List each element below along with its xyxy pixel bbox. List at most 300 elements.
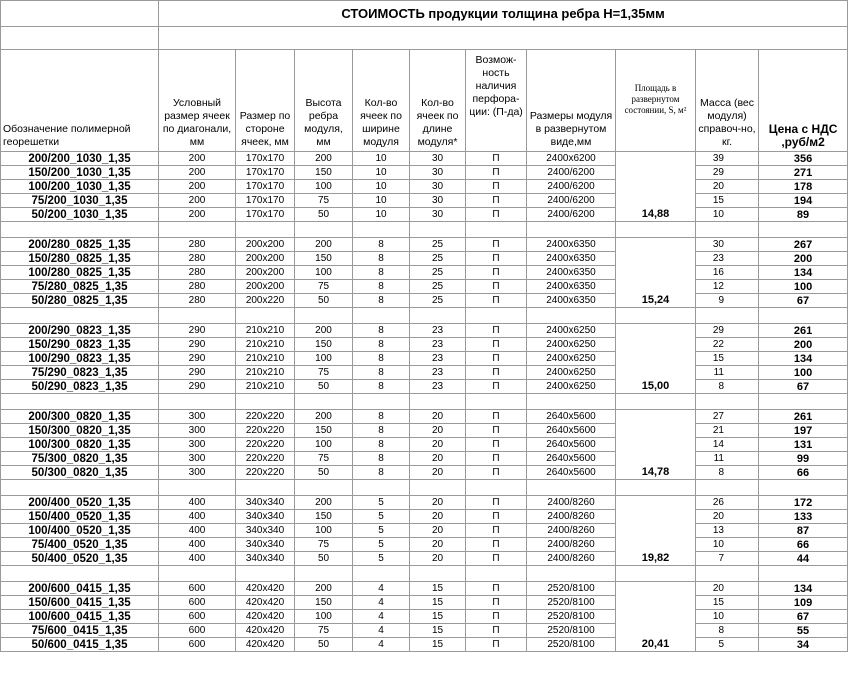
cell-name[interactable]: 75/400_0520_1,35 (1, 538, 159, 552)
cell-side[interactable]: 420x420 (236, 610, 295, 624)
cell-height[interactable]: 100 (295, 352, 353, 366)
cell-cells-length[interactable]: 20 (410, 552, 466, 566)
cell-height[interactable]: 150 (295, 166, 353, 180)
cell-price[interactable]: 67 (759, 610, 848, 624)
empty-cell[interactable] (696, 308, 759, 324)
cell-cells-width[interactable]: 8 (353, 452, 410, 466)
cell-perforation[interactable]: П (466, 338, 527, 352)
cell-perforation[interactable]: П (466, 610, 527, 624)
empty-cell[interactable] (295, 222, 353, 238)
cell-name[interactable]: 100/290_0823_1,35 (1, 352, 159, 366)
header-side[interactable]: Размер по стороне ячеек, мм (236, 50, 295, 152)
corner-cell[interactable] (1, 1, 159, 27)
header-name[interactable]: Обозначение полимерной георешетки (1, 50, 159, 152)
cell-cells-width[interactable]: 8 (353, 424, 410, 438)
cell-module-size[interactable]: 2400x6350 (527, 252, 616, 266)
cell-side[interactable]: 210x210 (236, 324, 295, 338)
cell-cells-width[interactable]: 5 (353, 524, 410, 538)
cell-price[interactable]: 34 (759, 638, 848, 652)
empty-cell[interactable] (1, 308, 159, 324)
cell-cells-width[interactable]: 4 (353, 596, 410, 610)
cell-cells-length[interactable]: 23 (410, 380, 466, 394)
empty-cell[interactable] (159, 394, 236, 410)
empty-cell[interactable] (295, 566, 353, 582)
cell-price[interactable]: 66 (759, 538, 848, 552)
cell-side[interactable]: 170x170 (236, 194, 295, 208)
cell-perforation[interactable]: П (466, 452, 527, 466)
cell-side[interactable]: 420x420 (236, 596, 295, 610)
cell-name[interactable]: 75/200_1030_1,35 (1, 194, 159, 208)
cell-cells-length[interactable]: 23 (410, 324, 466, 338)
cell-module-size[interactable]: 2400/8260 (527, 496, 616, 510)
header-price[interactable]: Цена с НДС ,руб/м2 (759, 50, 848, 152)
cell-perforation[interactable]: П (466, 252, 527, 266)
cell-price[interactable]: 99 (759, 452, 848, 466)
cell-name[interactable]: 150/400_0520_1,35 (1, 510, 159, 524)
cell-cells-width[interactable]: 10 (353, 152, 410, 166)
header-module-size[interactable]: Размеры модуля в развернутом виде,мм (527, 50, 616, 152)
cell-price[interactable]: 134 (759, 582, 848, 596)
cell-cells-length[interactable]: 15 (410, 582, 466, 596)
empty-cell[interactable] (527, 480, 616, 496)
cell-mass[interactable]: 14 (696, 438, 759, 452)
cell-price[interactable]: 172 (759, 496, 848, 510)
cell-diag[interactable]: 290 (159, 324, 236, 338)
cell-perforation[interactable]: П (466, 552, 527, 566)
cell-name[interactable]: 150/300_0820_1,35 (1, 424, 159, 438)
empty-cell[interactable] (353, 394, 410, 410)
cell-module-size[interactable]: 2640x5600 (527, 466, 616, 480)
cell-perforation[interactable]: П (466, 166, 527, 180)
cell-module-size[interactable]: 2640x5600 (527, 424, 616, 438)
cell-price[interactable]: 178 (759, 180, 848, 194)
cell-diag[interactable]: 300 (159, 410, 236, 424)
cell-cells-width[interactable]: 5 (353, 496, 410, 510)
cell-diag[interactable]: 300 (159, 452, 236, 466)
cell-price[interactable]: 100 (759, 366, 848, 380)
header-mass[interactable]: Масса (вес модуля) справоч-но, кг. (696, 50, 759, 152)
cell-name[interactable]: 200/290_0823_1,35 (1, 324, 159, 338)
cell-mass[interactable]: 27 (696, 410, 759, 424)
empty-cell[interactable] (527, 566, 616, 582)
cell-mass[interactable]: 11 (696, 366, 759, 380)
cell-cells-width[interactable]: 8 (353, 380, 410, 394)
cell-height[interactable]: 50 (295, 638, 353, 652)
cell-diag[interactable]: 280 (159, 280, 236, 294)
cell-module-size[interactable]: 2400/8260 (527, 552, 616, 566)
cell-cells-length[interactable]: 25 (410, 280, 466, 294)
cell-cells-length[interactable]: 30 (410, 194, 466, 208)
cell-diag[interactable]: 280 (159, 266, 236, 280)
cell-price[interactable]: 133 (759, 510, 848, 524)
cell-perforation[interactable]: П (466, 624, 527, 638)
cell-name[interactable]: 150/280_0825_1,35 (1, 252, 159, 266)
cell-perforation[interactable]: П (466, 538, 527, 552)
cell-perforation[interactable]: П (466, 280, 527, 294)
cell-cells-width[interactable]: 8 (353, 466, 410, 480)
cell-side[interactable]: 170x170 (236, 208, 295, 222)
cell-height[interactable]: 200 (295, 496, 353, 510)
cell-height[interactable]: 150 (295, 424, 353, 438)
cell-cells-length[interactable]: 25 (410, 252, 466, 266)
empty-cell[interactable] (236, 480, 295, 496)
header-area[interactable]: Площадь в развернутом состоянии, S, м² (616, 50, 696, 152)
cell-module-size[interactable]: 2400/8260 (527, 524, 616, 538)
cell-height[interactable]: 50 (295, 466, 353, 480)
cell-cells-length[interactable]: 30 (410, 180, 466, 194)
cell-height[interactable]: 50 (295, 380, 353, 394)
cell-price[interactable]: 267 (759, 238, 848, 252)
cell-cells-width[interactable]: 8 (353, 352, 410, 366)
empty-cell[interactable] (759, 480, 848, 496)
cell-diag[interactable]: 600 (159, 638, 236, 652)
cell-module-size[interactable]: 2400x6250 (527, 352, 616, 366)
cell-cells-length[interactable]: 23 (410, 352, 466, 366)
cell-perforation[interactable]: П (466, 208, 527, 222)
cell-side[interactable]: 220x220 (236, 452, 295, 466)
cell-diag[interactable]: 200 (159, 152, 236, 166)
cell-cells-width[interactable]: 8 (353, 280, 410, 294)
cell-cells-length[interactable]: 30 (410, 208, 466, 222)
cell-cells-length[interactable]: 25 (410, 294, 466, 308)
cell-perforation[interactable]: П (466, 596, 527, 610)
empty-cell[interactable] (527, 222, 616, 238)
cell-area[interactable] (616, 152, 696, 222)
cell-height[interactable]: 75 (295, 280, 353, 294)
cell-side[interactable]: 220x220 (236, 438, 295, 452)
cell-name[interactable]: 75/300_0820_1,35 (1, 452, 159, 466)
cell-name[interactable]: 100/400_0520_1,35 (1, 524, 159, 538)
empty-cell[interactable] (616, 566, 696, 582)
cell-perforation[interactable]: П (466, 366, 527, 380)
cell-cells-length[interactable]: 30 (410, 152, 466, 166)
empty-cell[interactable] (759, 308, 848, 324)
cell-height[interactable]: 150 (295, 596, 353, 610)
cell-mass[interactable]: 11 (696, 452, 759, 466)
cell-module-size[interactable]: 2400/6200 (527, 194, 616, 208)
cell-name[interactable]: 200/300_0820_1,35 (1, 410, 159, 424)
cell-height[interactable]: 75 (295, 194, 353, 208)
cell-module-size[interactable]: 2400x6350 (527, 280, 616, 294)
empty-cell[interactable] (759, 566, 848, 582)
cell-cells-length[interactable]: 15 (410, 624, 466, 638)
cell-cells-width[interactable]: 4 (353, 582, 410, 596)
cell-cells-width[interactable]: 4 (353, 624, 410, 638)
cell-name[interactable]: 200/280_0825_1,35 (1, 238, 159, 252)
cell-side[interactable]: 210x210 (236, 338, 295, 352)
cell-height[interactable]: 150 (295, 338, 353, 352)
cell-mass[interactable]: 15 (696, 596, 759, 610)
cell-mass[interactable]: 7 (696, 552, 759, 566)
cell-module-size[interactable]: 2400x6250 (527, 324, 616, 338)
cell-side[interactable]: 420x420 (236, 624, 295, 638)
cell-module-size[interactable]: 2520/8100 (527, 582, 616, 596)
cell-mass[interactable]: 15 (696, 352, 759, 366)
cell-name[interactable]: 200/600_0415_1,35 (1, 582, 159, 596)
cell-diag[interactable]: 300 (159, 424, 236, 438)
empty-cell[interactable] (696, 222, 759, 238)
cell-cells-width[interactable]: 10 (353, 208, 410, 222)
cell-mass[interactable]: 30 (696, 238, 759, 252)
cell-price[interactable]: 44 (759, 552, 848, 566)
cell-name[interactable]: 200/400_0520_1,35 (1, 496, 159, 510)
cell-perforation[interactable]: П (466, 466, 527, 480)
cell-cells-width[interactable]: 10 (353, 194, 410, 208)
cell-cells-length[interactable]: 20 (410, 510, 466, 524)
cell-height[interactable]: 100 (295, 266, 353, 280)
cell-height[interactable]: 200 (295, 582, 353, 596)
cell-diag[interactable]: 300 (159, 438, 236, 452)
cell-module-size[interactable]: 2400x6200 (527, 152, 616, 166)
cell-cells-width[interactable]: 8 (353, 338, 410, 352)
cell-diag[interactable]: 200 (159, 208, 236, 222)
cell-cells-width[interactable]: 8 (353, 438, 410, 452)
cell-name[interactable]: 50/400_0520_1,35 (1, 552, 159, 566)
cell-side[interactable]: 200x200 (236, 280, 295, 294)
cell-diag[interactable]: 290 (159, 338, 236, 352)
cell-cells-width[interactable]: 8 (353, 324, 410, 338)
empty-cell[interactable] (353, 222, 410, 238)
cell-mass[interactable]: 15 (696, 194, 759, 208)
cell-mass[interactable]: 5 (696, 638, 759, 652)
cell-cells-width[interactable]: 5 (353, 552, 410, 566)
cell-cells-length[interactable]: 20 (410, 538, 466, 552)
empty-cell[interactable] (295, 308, 353, 324)
cell-cells-length[interactable]: 15 (410, 638, 466, 652)
cell-diag[interactable]: 200 (159, 180, 236, 194)
cell-height[interactable]: 200 (295, 238, 353, 252)
cell-diag[interactable]: 300 (159, 466, 236, 480)
cell-cells-length[interactable]: 20 (410, 496, 466, 510)
cell-side[interactable]: 420x420 (236, 582, 295, 596)
cell-price[interactable]: 200 (759, 252, 848, 266)
cell-diag[interactable]: 290 (159, 366, 236, 380)
empty-cell[interactable] (410, 566, 466, 582)
cell-diag[interactable]: 600 (159, 596, 236, 610)
cell-mass[interactable]: 10 (696, 208, 759, 222)
cell-price[interactable]: 271 (759, 166, 848, 180)
cell-diag[interactable]: 280 (159, 238, 236, 252)
cell-mass[interactable]: 8 (696, 624, 759, 638)
cell-diag[interactable]: 600 (159, 582, 236, 596)
cell-side[interactable]: 340x340 (236, 524, 295, 538)
cell-name[interactable]: 50/300_0820_1,35 (1, 466, 159, 480)
cell-cells-width[interactable]: 8 (353, 294, 410, 308)
empty-cell[interactable] (466, 480, 527, 496)
cell-diag[interactable]: 200 (159, 166, 236, 180)
empty-cell[interactable] (410, 308, 466, 324)
empty-cell[interactable] (353, 308, 410, 324)
cell-perforation[interactable]: П (466, 510, 527, 524)
cell-module-size[interactable]: 2400/6200 (527, 166, 616, 180)
cell-diag[interactable]: 400 (159, 496, 236, 510)
header-height[interactable]: Высота ребра модуля, мм (295, 50, 353, 152)
cell-module-size[interactable]: 2400/8260 (527, 510, 616, 524)
empty-cell[interactable] (159, 566, 236, 582)
cell-perforation[interactable]: П (466, 152, 527, 166)
empty-cell[interactable] (616, 480, 696, 496)
cell-side[interactable]: 220x220 (236, 466, 295, 480)
table-title[interactable]: СТОИМОСТЬ продукции толщина ребра Н=1,35мм (159, 1, 848, 27)
cell-mass[interactable]: 12 (696, 280, 759, 294)
cell-mass[interactable]: 8 (696, 466, 759, 480)
header-cells-width[interactable]: Кол-во ячеек по ширине модуля (353, 50, 410, 152)
empty-cell[interactable] (1, 394, 159, 410)
cell-height[interactable]: 200 (295, 410, 353, 424)
cell-side[interactable]: 340x340 (236, 496, 295, 510)
cell-price[interactable]: 194 (759, 194, 848, 208)
cell-price[interactable]: 261 (759, 410, 848, 424)
cell-module-size[interactable]: 2400x6350 (527, 294, 616, 308)
cell-mass[interactable]: 20 (696, 180, 759, 194)
empty-cell[interactable] (466, 394, 527, 410)
cell-perforation[interactable]: П (466, 424, 527, 438)
cell-perforation[interactable]: П (466, 438, 527, 452)
cell-height[interactable]: 100 (295, 438, 353, 452)
cell-module-size[interactable]: 2640x5600 (527, 410, 616, 424)
empty-cell[interactable] (159, 222, 236, 238)
cell-area[interactable] (616, 496, 696, 566)
cell-module-size[interactable]: 2400/6200 (527, 208, 616, 222)
cell-cells-width[interactable]: 4 (353, 610, 410, 624)
cell-height[interactable]: 200 (295, 152, 353, 166)
cell-side[interactable]: 210x210 (236, 352, 295, 366)
cell-cells-length[interactable]: 20 (410, 410, 466, 424)
cell-cells-length[interactable]: 20 (410, 466, 466, 480)
cell-side[interactable]: 170x170 (236, 180, 295, 194)
cell-module-size[interactable]: 2400x6350 (527, 266, 616, 280)
cell-name[interactable]: 50/280_0825_1,35 (1, 294, 159, 308)
cell-side[interactable]: 200x220 (236, 294, 295, 308)
cell-price[interactable]: 67 (759, 294, 848, 308)
cell-module-size[interactable]: 2400x6250 (527, 338, 616, 352)
cell-side[interactable]: 220x220 (236, 424, 295, 438)
cell-cells-length[interactable]: 30 (410, 166, 466, 180)
cell-module-size[interactable]: 2520/8100 (527, 596, 616, 610)
cell-mass[interactable]: 10 (696, 610, 759, 624)
cell-cells-length[interactable]: 20 (410, 438, 466, 452)
cell-perforation[interactable]: П (466, 266, 527, 280)
cell-height[interactable]: 75 (295, 538, 353, 552)
cell-module-size[interactable]: 2400/6200 (527, 180, 616, 194)
cell-price[interactable]: 356 (759, 152, 848, 166)
cell-height[interactable]: 150 (295, 510, 353, 524)
cell-name[interactable]: 100/600_0415_1,35 (1, 610, 159, 624)
cell-perforation[interactable]: П (466, 180, 527, 194)
cell-price[interactable]: 134 (759, 266, 848, 280)
cell-cells-width[interactable]: 5 (353, 538, 410, 552)
cell-cells-width[interactable]: 8 (353, 238, 410, 252)
cell-diag[interactable]: 600 (159, 624, 236, 638)
cell-cells-width[interactable]: 10 (353, 166, 410, 180)
cell-perforation[interactable]: П (466, 638, 527, 652)
cell-cells-length[interactable]: 23 (410, 338, 466, 352)
cell-mass[interactable]: 29 (696, 324, 759, 338)
cell-name[interactable]: 150/200_1030_1,35 (1, 166, 159, 180)
empty-cell[interactable] (466, 308, 527, 324)
empty-cell[interactable] (759, 394, 848, 410)
cell-name[interactable]: 150/600_0415_1,35 (1, 596, 159, 610)
cell-diag[interactable]: 400 (159, 524, 236, 538)
cell-cells-length[interactable]: 25 (410, 266, 466, 280)
cell-side[interactable]: 420x420 (236, 638, 295, 652)
cell-cells-length[interactable]: 25 (410, 238, 466, 252)
cell-cells-length[interactable]: 20 (410, 452, 466, 466)
cell-price[interactable]: 100 (759, 280, 848, 294)
empty-cell[interactable] (236, 394, 295, 410)
empty-cell[interactable] (353, 480, 410, 496)
cell-height[interactable]: 50 (295, 208, 353, 222)
empty-cell[interactable] (1, 480, 159, 496)
empty-cell[interactable] (1, 566, 159, 582)
empty-cell[interactable] (696, 480, 759, 496)
cell-price[interactable]: 89 (759, 208, 848, 222)
empty-cell[interactable] (696, 566, 759, 582)
cell-name[interactable]: 100/280_0825_1,35 (1, 266, 159, 280)
cell-mass[interactable]: 21 (696, 424, 759, 438)
cell-price[interactable]: 67 (759, 380, 848, 394)
cell-price[interactable]: 109 (759, 596, 848, 610)
cell-name[interactable]: 50/600_0415_1,35 (1, 638, 159, 652)
cell-height[interactable]: 75 (295, 452, 353, 466)
cell-side[interactable]: 200x200 (236, 252, 295, 266)
cell-module-size[interactable]: 2520/8100 (527, 624, 616, 638)
cell-cells-width[interactable]: 8 (353, 410, 410, 424)
empty-cell[interactable] (616, 222, 696, 238)
empty-cell[interactable] (759, 222, 848, 238)
cell-perforation[interactable]: П (466, 238, 527, 252)
cell-diag[interactable]: 400 (159, 552, 236, 566)
cell-cells-width[interactable]: 4 (353, 638, 410, 652)
cell-perforation[interactable]: П (466, 496, 527, 510)
cell-perforation[interactable]: П (466, 410, 527, 424)
cell-cells-width[interactable]: 8 (353, 366, 410, 380)
cell-name[interactable]: 75/280_0825_1,35 (1, 280, 159, 294)
cell-side[interactable]: 170x170 (236, 166, 295, 180)
cell-mass[interactable]: 8 (696, 380, 759, 394)
cell-mass[interactable]: 39 (696, 152, 759, 166)
empty-cell[interactable] (1, 27, 159, 50)
empty-cell[interactable] (236, 222, 295, 238)
empty-cell[interactable] (236, 566, 295, 582)
empty-cell[interactable] (527, 394, 616, 410)
cell-cells-length[interactable]: 23 (410, 366, 466, 380)
cell-side[interactable]: 170x170 (236, 152, 295, 166)
cell-height[interactable]: 75 (295, 366, 353, 380)
cell-side[interactable]: 210x210 (236, 366, 295, 380)
cell-mass[interactable]: 26 (696, 496, 759, 510)
cell-mass[interactable]: 20 (696, 582, 759, 596)
cell-module-size[interactable]: 2520/8100 (527, 638, 616, 652)
cell-diag[interactable]: 600 (159, 610, 236, 624)
cell-module-size[interactable]: 2400x6250 (527, 380, 616, 394)
cell-area[interactable] (616, 324, 696, 394)
empty-cell[interactable] (466, 222, 527, 238)
cell-price[interactable]: 197 (759, 424, 848, 438)
cell-mass[interactable]: 22 (696, 338, 759, 352)
cell-diag[interactable]: 280 (159, 252, 236, 266)
cell-name[interactable]: 150/290_0823_1,35 (1, 338, 159, 352)
cell-diag[interactable]: 400 (159, 538, 236, 552)
cell-diag[interactable]: 290 (159, 380, 236, 394)
cell-side[interactable]: 220x220 (236, 410, 295, 424)
cell-module-size[interactable]: 2640x5600 (527, 452, 616, 466)
cell-price[interactable]: 261 (759, 324, 848, 338)
cell-price[interactable]: 200 (759, 338, 848, 352)
cell-name[interactable]: 100/200_1030_1,35 (1, 180, 159, 194)
cell-name[interactable]: 50/290_0823_1,35 (1, 380, 159, 394)
empty-cell[interactable] (295, 480, 353, 496)
